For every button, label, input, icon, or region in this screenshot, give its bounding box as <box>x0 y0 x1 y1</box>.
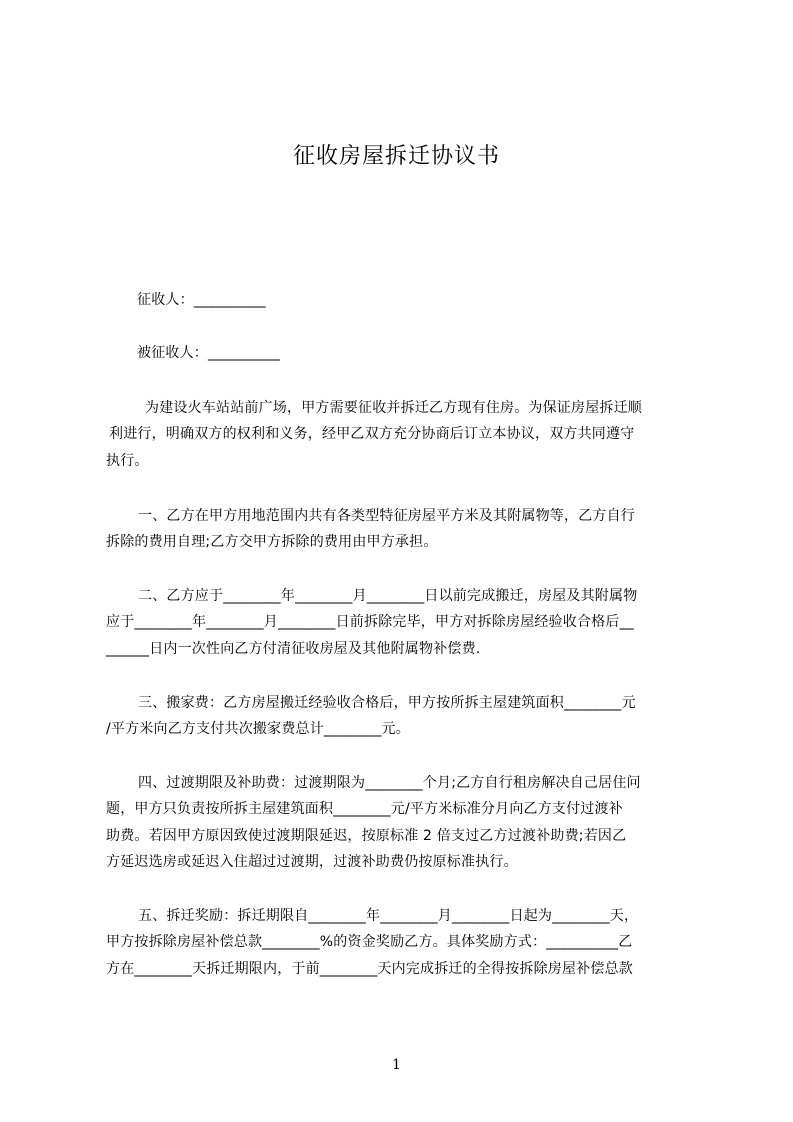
document-title: 征收房屋拆迁协议书 <box>292 144 500 169</box>
party-a-line: 征收人：__________ <box>137 292 266 308</box>
clause-4-line-1: 四、过渡期限及补助费：过渡期限为________个月;乙方自行租房解决自己居住问 <box>138 775 641 791</box>
clause-2-line-3: ______日内一次性向乙方付清征收房屋及其他附属物补偿费. <box>106 641 481 657</box>
clause-5-line-1: 五、拆迁奖励：拆迁期限自________年________月________日起为________天， <box>138 908 639 924</box>
intro-line-1: 为建设火车站站前广场，甲方需要征收并拆迁乙方现有住房。为保证房屋拆迁顺 <box>145 400 642 416</box>
intro-line-2: 利进行，明确双方的权利和义务，经甲乙双方充分协商后订立本协议，双方共同遵守 <box>109 426 635 442</box>
clause-3-line-1: 三、搬家费：乙方房屋搬迁经验收合格后，甲方按所拆主屋建筑面积________元 <box>138 695 636 711</box>
clause-2-line-2: 应于________年________月________日前拆除完毕，甲方对拆除房屋经验收合格后__ <box>106 614 634 630</box>
clause-4-line-3: 助费。若因甲方原因致使过渡期限延迟，按原标准 2 倍支过乙方过渡补助费;若因乙 <box>106 828 627 844</box>
page-number: 1 <box>392 1057 401 1073</box>
clause-1-line-1: 一、乙方在甲方用地范围内共有各类型特征房屋平方米及其附属物等，乙方自行 <box>138 508 635 524</box>
clause-1-line-2: 拆除的费用自理;乙方交甲方拆除的费用由甲方承担。 <box>106 534 438 550</box>
clause-2-line-1: 二、乙方应于________年________月________日以前完成搬迁，房屋及其附属物 <box>138 588 638 604</box>
party-b-line: 被征收人：__________ <box>137 345 280 361</box>
clause-4-line-4: 方延迟选房或延迟入住超过过渡期，过渡补助费仍按原标准执行。 <box>106 854 518 870</box>
clause-3-line-2: /平方米向乙方支付共次搬家费总计________元。 <box>106 721 410 737</box>
intro-line-3: 执行。 <box>106 453 149 469</box>
clause-5-line-3: 方在________天拆迁期限内，于前________天内完成拆迁的全得按拆除房屋补偿总款 <box>106 961 633 977</box>
clause-4-line-2: 题，甲方只负责按所拆主屋建筑面积________元/平方米标准分月向乙方支付过渡补 <box>106 801 623 817</box>
clause-5-line-2: 甲方按拆除房屋补偿总款________%的资金奖励乙方。具体奖励方式：__________乙 <box>106 934 633 950</box>
